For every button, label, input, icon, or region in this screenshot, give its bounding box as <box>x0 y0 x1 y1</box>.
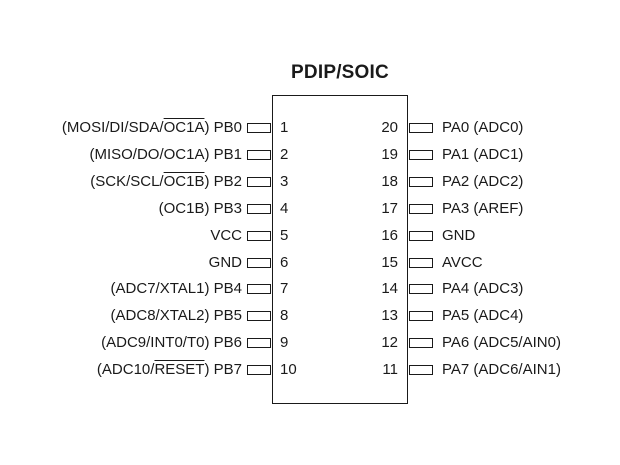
pin-number: 4 <box>280 199 289 217</box>
pin-stub <box>409 365 433 375</box>
pin-function-text: (ADC6/AIN1) <box>473 361 561 379</box>
pin-number: 18 <box>381 172 398 190</box>
pin-number: 11 <box>382 361 398 379</box>
right-pin-row <box>0 199 620 219</box>
pin-number: 6 <box>280 253 289 271</box>
right-pin-row <box>0 253 620 273</box>
pin-name: GND <box>442 226 476 244</box>
pin-name: PA1 <box>442 145 470 163</box>
pin-function-overline: OC1A <box>163 119 205 136</box>
pin-stub <box>409 177 433 187</box>
right-pin-label <box>442 360 561 380</box>
pin-number: 10 <box>280 361 297 379</box>
right-pin-label <box>442 118 523 138</box>
right-pin-row <box>0 145 620 165</box>
pin-number: 15 <box>381 253 398 271</box>
pin-function-text: (ADC7/XTAL1) <box>110 280 210 298</box>
pin-function-text: (SCK/SCL/ <box>90 172 164 190</box>
pin-name: PB4 <box>213 280 242 298</box>
pin-function-suffix: ) <box>204 119 210 136</box>
pin-function-suffix: ) <box>204 172 210 190</box>
right-pin-label <box>442 279 523 299</box>
pin-function-text: (ADC8/XTAL2) <box>110 307 210 325</box>
pin-function-text: (ADC2) <box>473 172 524 190</box>
pin-name: PA2 <box>442 172 470 190</box>
pin-function-text: (ADC4) <box>473 307 524 325</box>
pin-name: PB5 <box>213 307 242 325</box>
pin-number: 8 <box>280 307 289 325</box>
pin-number: 3 <box>280 172 289 190</box>
package-title: PDIP/SOIC <box>291 62 389 83</box>
right-pin-label <box>442 306 523 326</box>
right-pin-label <box>442 172 523 192</box>
pin-number: 5 <box>280 226 289 244</box>
pin-number: 7 <box>280 280 289 298</box>
pin-number: 20 <box>381 119 398 136</box>
pin-name: VCC <box>210 226 242 244</box>
pin-number: 17 <box>381 199 398 217</box>
pin-number: 19 <box>381 145 398 163</box>
pin-function-text: (ADC10/ <box>96 361 155 379</box>
pin-stub <box>409 258 433 268</box>
pin-function-text: (ADC0) <box>473 119 524 136</box>
pin-function-text: (MISO/DO/OC1A) <box>89 145 210 163</box>
pin-number: 1 <box>280 119 289 136</box>
pin-number: 2 <box>280 145 289 163</box>
pin-function-suffix: ) <box>204 361 210 379</box>
pin-number: 13 <box>381 307 398 325</box>
pin-function-text: (ADC3) <box>473 280 524 298</box>
pin-name: PB6 <box>213 334 242 352</box>
right-pin-row <box>0 333 620 353</box>
pin-function-overline: OC1B <box>163 172 205 190</box>
right-pin-label <box>442 226 475 246</box>
pin-function-text: (ADC1) <box>473 145 524 163</box>
pin-number: 14 <box>381 280 398 298</box>
right-pin-row <box>0 306 620 326</box>
pin-name: PA5 <box>442 307 470 325</box>
pin-stub <box>409 311 433 321</box>
pin-name: PB2 <box>213 172 242 190</box>
pin-function-text: (ADC9/INT0/T0) <box>101 334 210 352</box>
pin-stub <box>409 231 433 241</box>
pin-function-text: (MOSI/DI/SDA/ <box>61 119 164 136</box>
right-pin-label <box>442 253 483 273</box>
pin-name: PA0 <box>442 119 470 136</box>
pin-name: PA3 <box>442 199 470 217</box>
pin-name: PB3 <box>213 199 242 217</box>
pin-stub <box>409 204 433 214</box>
pin-stub <box>409 338 433 348</box>
pin-name: PA6 <box>442 334 470 352</box>
right-pin-label <box>442 145 523 165</box>
pin-name: PB0 <box>213 119 242 136</box>
pin-name: AVCC <box>442 253 483 271</box>
pin-function-text: (AREF) <box>473 199 524 217</box>
right-pin-row <box>0 118 620 138</box>
pin-name: GND <box>208 253 242 271</box>
pin-name: PA4 <box>442 280 470 298</box>
right-pin-row <box>0 172 620 192</box>
pin-name: PA7 <box>442 361 470 379</box>
pin-function-text: (ADC5/AIN0) <box>473 334 561 352</box>
pin-function-text: (OC1B) <box>158 199 210 217</box>
pin-number: 9 <box>280 334 289 352</box>
right-pin-row <box>0 360 620 380</box>
right-pin-row <box>0 226 620 246</box>
right-pin-label <box>442 199 523 219</box>
pin-stub <box>409 123 433 133</box>
chip-body <box>272 95 408 404</box>
pin-stub <box>409 284 433 294</box>
pin-name: PB1 <box>213 145 242 163</box>
right-pin-row <box>0 279 620 299</box>
pin-name: PB7 <box>213 361 242 379</box>
pin-function-overline: RESET <box>154 361 205 379</box>
pin-stub <box>409 150 433 160</box>
pin-number: 16 <box>381 226 398 244</box>
right-pin-label <box>442 333 561 353</box>
pin-number: 12 <box>381 334 398 352</box>
